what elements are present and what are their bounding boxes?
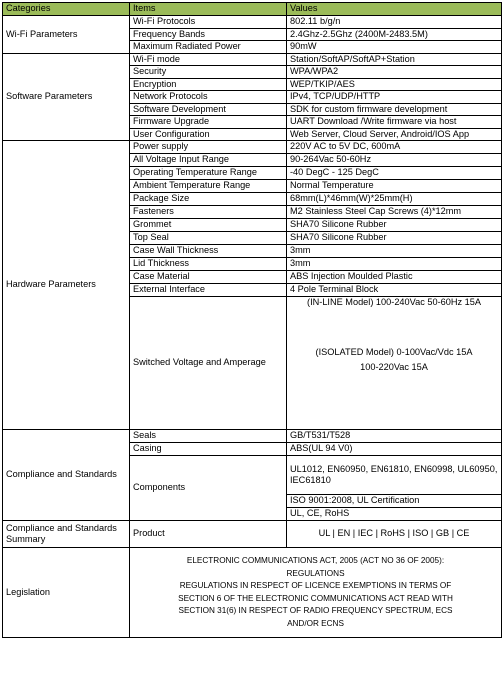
specifications-table bbox=[2, 2, 502, 638]
category-summary: Compliance and Standards Summary bbox=[3, 521, 130, 548]
value-cell: SDK for custom firmware development bbox=[287, 103, 502, 116]
legislation-line: SECTION 31(6) IN RESPECT OF RADIO FREQUENCY SPECTRUM, ECS bbox=[178, 606, 453, 615]
value-cell: 220V AC to 5V DC, 600mA bbox=[287, 141, 502, 154]
item-cell: Encryption bbox=[130, 78, 287, 91]
item-cell: Switched Voltage and Amperage bbox=[130, 297, 287, 430]
table-row bbox=[3, 141, 502, 154]
item-cell: Maximum Radiated Power bbox=[130, 41, 287, 54]
header-categories: Categories bbox=[3, 3, 130, 16]
switched-isolated-value-1: (ISOLATED Model) 0-100Vac/Vdc 15A bbox=[315, 346, 473, 357]
item-cell: Seals bbox=[130, 430, 287, 443]
category-hardware: Hardware Parameters bbox=[3, 141, 130, 430]
value-cell: SHA70 Silicone Rubber bbox=[287, 219, 502, 232]
category-wifi: Wi-Fi Parameters bbox=[3, 16, 130, 54]
value-cell: WPA/WPA2 bbox=[287, 66, 502, 79]
item-cell: Casing bbox=[130, 443, 287, 456]
legislation-line: SECTION 6 OF THE ELECTRONIC COMMUNICATIONS ACT READ WITH bbox=[178, 593, 453, 603]
item-cell: Wi-Fi Protocols bbox=[130, 16, 287, 29]
value-cell: 4 Pole Terminal Block bbox=[287, 284, 502, 297]
item-cell: Operating Temperature Range bbox=[130, 167, 287, 180]
switched-isolated-value-2: 100-220Vac 15A bbox=[360, 361, 428, 372]
value-cell: ISO 9001:2008, UL Certification bbox=[287, 495, 502, 508]
legislation-line: REGULATIONS IN RESPECT OF LICENCE EXEMPTIONS IN TERMS OF bbox=[179, 581, 452, 590]
table-row bbox=[3, 548, 502, 638]
value-cell: 90mW bbox=[287, 41, 502, 54]
legislation-line: ELECTRONIC COMMUNICATIONS ACT, 2005 (ACT NO 36 OF 2005): bbox=[186, 556, 445, 565]
value-cell: 2.4Ghz-2.5Ghz (2400M-2483.5M) bbox=[287, 28, 502, 41]
item-cell: Grommet bbox=[130, 219, 287, 232]
item-cell: Wi-Fi mode bbox=[130, 53, 287, 66]
item-cell: Case Material bbox=[130, 271, 287, 284]
value-cell: IPv4, TCP/UDP/HTTP bbox=[287, 91, 502, 104]
value-cell: -40 DegC - 125 DegC bbox=[287, 167, 502, 180]
value-cell: 3mm bbox=[287, 245, 502, 258]
legislation-text bbox=[130, 548, 502, 638]
category-software: Software Parameters bbox=[3, 53, 130, 141]
value-cell: UART Download /Write firmware via host bbox=[287, 116, 502, 129]
item-cell: Software Development bbox=[130, 103, 287, 116]
item-cell: Frequency Bands bbox=[130, 28, 287, 41]
item-cell: User Configuration bbox=[130, 128, 287, 141]
table-row bbox=[3, 521, 502, 548]
item-cell: Network Protocols bbox=[130, 91, 287, 104]
legislation-line: REGULATIONS bbox=[286, 568, 345, 578]
value-cell: Web Server, Cloud Server, Android/IOS App bbox=[287, 128, 502, 141]
item-cell: All Voltage Input Range bbox=[130, 154, 287, 167]
value-cell: ABS(UL 94 V0) bbox=[287, 443, 502, 456]
item-cell: Lid Thickness bbox=[130, 258, 287, 271]
value-cell: 68mm(L)*46mm(W)*25mm(H) bbox=[287, 193, 502, 206]
item-cell: Ambient Temperature Range bbox=[130, 180, 287, 193]
header-values: Values bbox=[287, 3, 502, 16]
item-cell: External Interface bbox=[130, 284, 287, 297]
value-cell: Normal Temperature bbox=[287, 180, 502, 193]
legislation-line: AND/OR ECNS bbox=[287, 618, 344, 628]
table-row bbox=[3, 16, 502, 29]
table-row bbox=[3, 430, 502, 443]
value-cell: GB/T531/T528 bbox=[287, 430, 502, 443]
value-cell: UL | EN | IEC | RoHS | ISO | GB | CE bbox=[287, 521, 502, 548]
value-cell: ABS Injection Moulded Plastic bbox=[287, 271, 502, 284]
item-cell: Security bbox=[130, 66, 287, 79]
header-row bbox=[3, 3, 502, 16]
value-cell: Station/SoftAP/SoftAP+Station bbox=[287, 53, 502, 66]
header-items: Items bbox=[130, 3, 287, 16]
value-cell: 3mm bbox=[287, 258, 502, 271]
item-cell: Components bbox=[130, 456, 287, 521]
item-cell: Package Size bbox=[130, 193, 287, 206]
switched-inline-value: (IN-LINE Model) 100-240Vac 50-60Hz 15A bbox=[307, 297, 481, 307]
value-cell-switched bbox=[287, 297, 502, 430]
value-cell: 90-264Vac 50-60Hz bbox=[287, 154, 502, 167]
value-cell: WEP/TKIP/AES bbox=[287, 78, 502, 91]
value-cell: 802.11 b/g/n bbox=[287, 16, 502, 29]
category-compliance: Compliance and Standards bbox=[3, 430, 130, 521]
value-cell: UL, CE, RoHS bbox=[287, 508, 502, 521]
item-cell: Power supply bbox=[130, 141, 287, 154]
item-cell: Firmware Upgrade bbox=[130, 116, 287, 129]
item-cell: Case Wall Thickness bbox=[130, 245, 287, 258]
value-cell: UL1012, EN60950, EN61810, EN60998, UL60950, IEC61810 bbox=[287, 456, 502, 495]
item-cell: Product bbox=[130, 521, 287, 548]
value-cell: M2 Stainless Steel Cap Screws (4)*12mm bbox=[287, 206, 502, 219]
table-row bbox=[3, 53, 502, 66]
item-cell: Fasteners bbox=[130, 206, 287, 219]
value-cell: SHA70 Silicone Rubber bbox=[287, 232, 502, 245]
category-legislation: Legislation bbox=[3, 548, 130, 638]
item-cell: Top Seal bbox=[130, 232, 287, 245]
